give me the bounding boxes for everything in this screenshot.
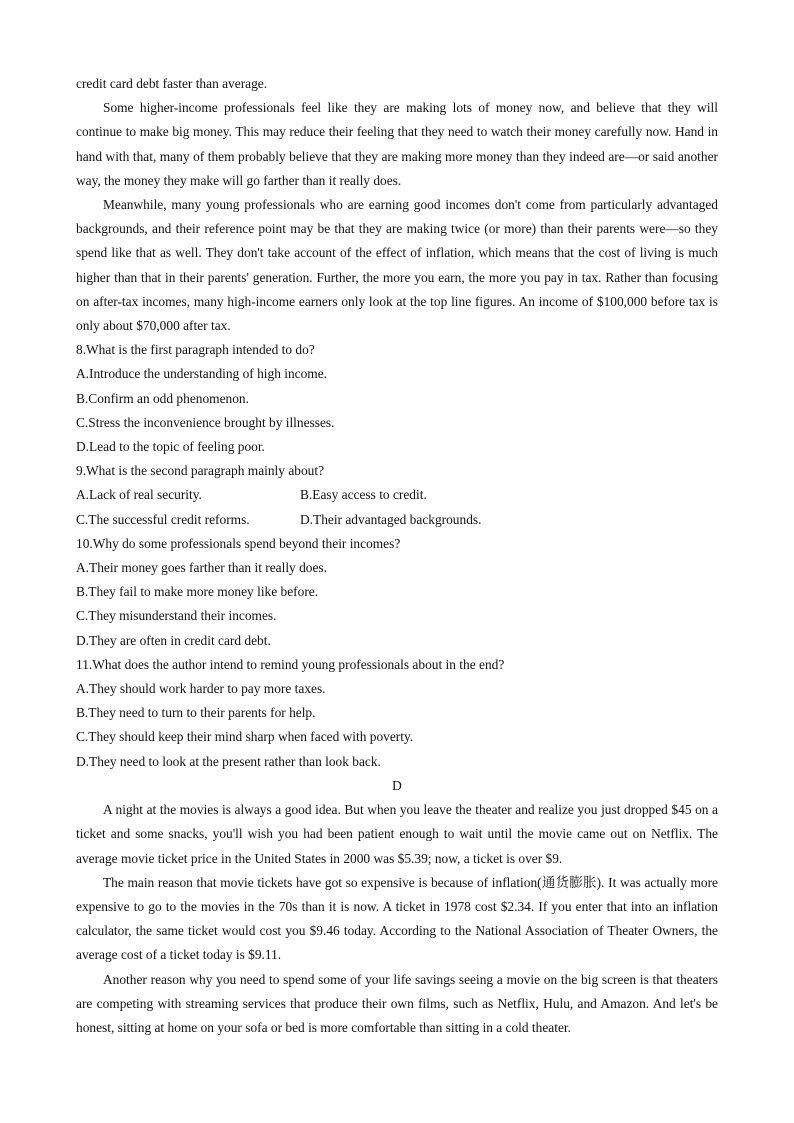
- question-11-option-b: B.They need to turn to their parents for help.: [76, 705, 316, 721]
- question-9-options-row-2: [76, 508, 718, 532]
- question-9-option-b: B.Easy access to credit.: [300, 487, 427, 503]
- question-8-option-d: D.Lead to the topic of feeling poor.: [76, 439, 265, 455]
- question-11-stem: 11.What does the author intend to remind young professionals about in the end?: [76, 656, 505, 672]
- question-11-option-a: A.They should work harder to pay more taxes.: [76, 681, 326, 697]
- question-8-option-b: B.Confirm an odd phenomenon.: [76, 390, 249, 406]
- question-9-options-row-1: [76, 483, 718, 507]
- question-9-stem: 9.What is the second paragraph mainly about?: [76, 463, 325, 479]
- question-8-option-a: A.Introduce the understanding of high income.: [76, 366, 328, 382]
- question-10-option-c: C.They misunderstand their incomes.: [76, 608, 277, 624]
- question-11-option-d: D.They need to look at the present rather than look back.: [76, 753, 381, 769]
- question-11-option-c: C.They should keep their mind sharp when faced with poverty.: [76, 729, 414, 745]
- passage-c-paragraph: Some higher-income professionals feel like they are making lots of money now, and believe that they will continue to make big money. This may reduce their feeling that they need to watch their money carefully now. Hand in hand with that, many of them probably believe that they are making more money than they indeed are—or said another way, the money they make will go farther than it really does.: [76, 100, 718, 188]
- section-d-heading: D: [392, 777, 402, 793]
- question-9-option-a: A.Lack of real security.: [76, 487, 202, 503]
- question-10-option-b: B.They fail to make more money like before.: [76, 584, 319, 600]
- section-d-paragraph: Another reason why you need to spend some of your life savings seeing a movie on the big screen is that theaters are competing with streaming services that produce their own films, such as Netflix, Hulu, and Amazon. And let's be honest, sitting at home on your sofa or bed is more comfortable than sitting in a cold theater.: [76, 971, 718, 1035]
- passage-c-paragraph: Meanwhile, many young professionals who are earning good incomes don't come from particularly advantaged backgrounds, and their reference point may be that they are making twice (or more) than their parents were—so they spend like that as well. They don't take account of the effect of inflation, which means that the cost of living is much higher than that in their parents' generation. Further, the more you earn, the more you pay in tax. Rather than focusing on after-tax incomes, many high-income earners only look at the top line figures. An income of $100,000 before tax is only about $70,000 after tax.: [76, 197, 718, 334]
- section-d-paragraph: The main reason that movie tickets have got so expensive is because of inflation(通货膨胀). It was actually more expensive to go to the movies in the 70s than it is now. A ticket in 1978 cost $2.34. If you enter that into an inflation calculator, the same ticket would cost you $9.46 today. According to the National Association of Theater Owners, the average cost of a ticket today is $9.11.: [76, 874, 718, 963]
- question-10-stem: 10.Why do some professionals spend beyond their incomes?: [76, 535, 401, 551]
- document-page: [76, 72, 718, 1040]
- question-8-option-c: C.Stress the inconvenience brought by illnesses.: [76, 414, 335, 430]
- question-9-option-c: C.The successful credit reforms.: [76, 511, 250, 527]
- question-10-option-a: A.Their money goes farther than it really does.: [76, 560, 327, 576]
- question-8-stem: 8.What is the first paragraph intended to do?: [76, 342, 315, 358]
- question-10-option-d: D.They are often in credit card debt.: [76, 632, 271, 648]
- passage-c-continuation: credit card debt faster than average.: [76, 76, 268, 91]
- question-9-option-d: D.Their advantaged backgrounds.: [300, 511, 482, 527]
- section-d-paragraph: A night at the movies is always a good idea. But when you leave the theater and realize you just dropped $45 on a ticket and some snacks, you'll wish you had been patient enough to wait until the movie came out on Netflix. The average movie ticket price in the United States in 2000 was $5.39; now, a ticket is over $9.: [76, 802, 718, 866]
